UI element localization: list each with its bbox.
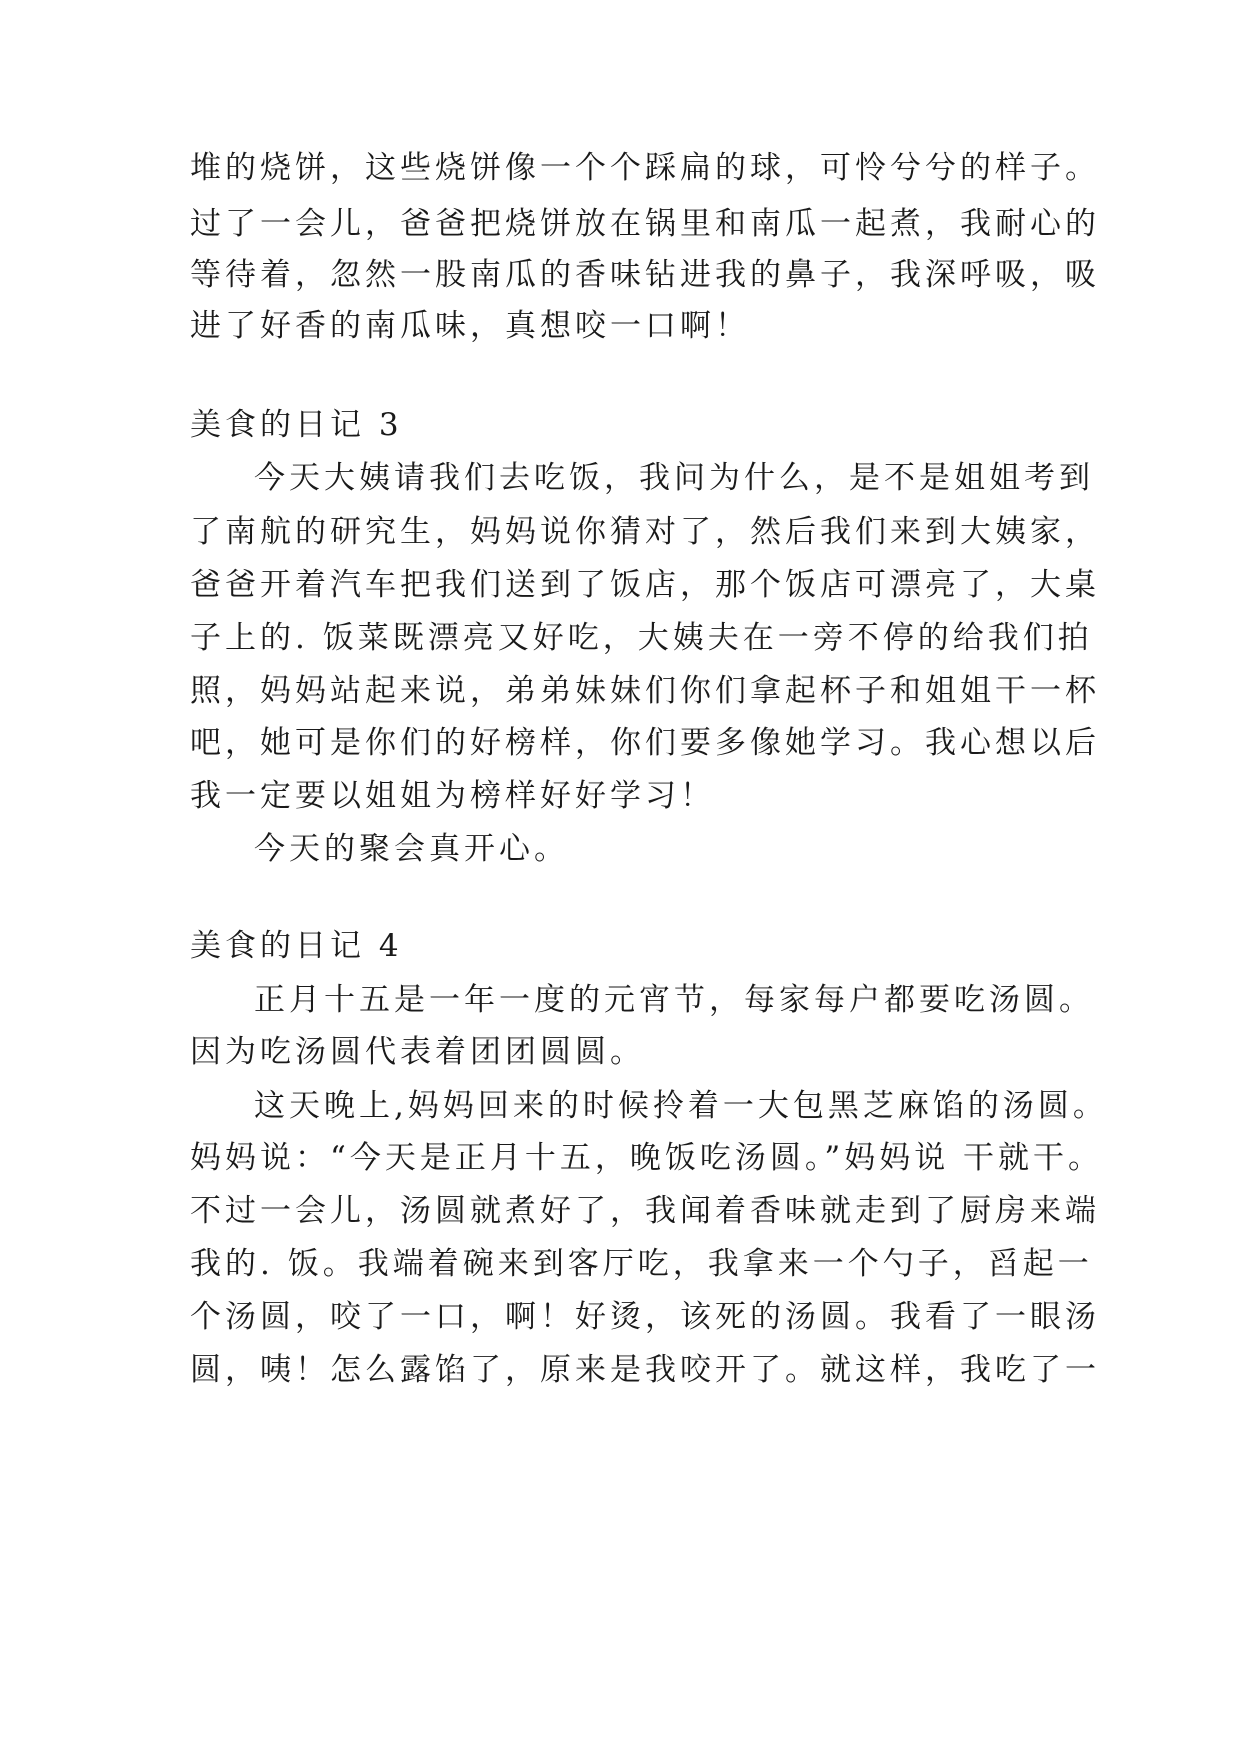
text-line: 不过一会儿，汤圆就煮好了，我闻着香味就走到了厨房来端 bbox=[190, 1193, 1100, 1229]
text-line: 妈妈说：“今天是正月十五，晚饭吃汤圆。”妈妈说 干就干。 bbox=[190, 1140, 1104, 1176]
text-line: 个汤圆，咬了一口，啊！好烫，该死的汤圆。我看了一眼汤 bbox=[190, 1299, 1100, 1335]
text-line: 正月十五是一年一度的元宵节，每家每户都要吃汤圆。 bbox=[254, 982, 1094, 1018]
text-line: 过了一会儿，爸爸把烧饼放在锅里和南瓜一起煮，我耐心的 bbox=[190, 206, 1100, 242]
text-line: 吧，她可是你们的好榜样，你们要多像她学习。我心想以后 bbox=[190, 725, 1100, 761]
text-line: 爸爸开着汽车把我们送到了饭店，那个饭店可漂亮了，大桌 bbox=[190, 567, 1100, 603]
text-line: 照，妈妈站起来说，弟弟妹妹们你们拿起杯子和姐姐干一杯 bbox=[190, 673, 1100, 709]
text-line: 今天大姨请我们去吃饭，我问为什么，是不是姐姐考到 bbox=[254, 460, 1094, 496]
text-line: 因为吃汤圆代表着团团圆圆。 bbox=[190, 1034, 645, 1070]
text-line: 我一定要以姐姐为榜样好好学习！ bbox=[190, 778, 715, 814]
text-line: 圆，咦！怎么露馅了，原来是我咬开了。就这样，我吃了一 bbox=[190, 1352, 1100, 1388]
text-line: 了南航的研究生，妈妈说你猜对了，然后我们来到大姨家， bbox=[190, 514, 1100, 550]
text-line: 我的. 饭。我端着碗来到客厅吃，我拿来一个勺子，舀起一 bbox=[190, 1246, 1093, 1282]
text-line: 堆的烧饼，这些烧饼像一个个踩扁的球，可怜兮兮的样子。 bbox=[190, 150, 1100, 186]
section-heading: 美食的日记 4 bbox=[190, 928, 403, 964]
text-line: 今天的聚会真开心。 bbox=[254, 831, 569, 867]
text-line: 这天晚上,妈妈回来的时候拎着一大包黑芝麻馅的汤圆。 bbox=[254, 1088, 1108, 1124]
text-line: 等待着，忽然一股南瓜的香味钻进我的鼻子，我深呼吸，吸 bbox=[190, 257, 1100, 293]
text-line: 子上的. 饭菜既漂亮又好吃，大姨夫在一旁不停的给我们拍 bbox=[190, 620, 1093, 656]
text-line: 进了好香的南瓜味，真想咬一口啊！ bbox=[190, 308, 750, 344]
section-heading: 美食的日记 3 bbox=[190, 407, 403, 443]
